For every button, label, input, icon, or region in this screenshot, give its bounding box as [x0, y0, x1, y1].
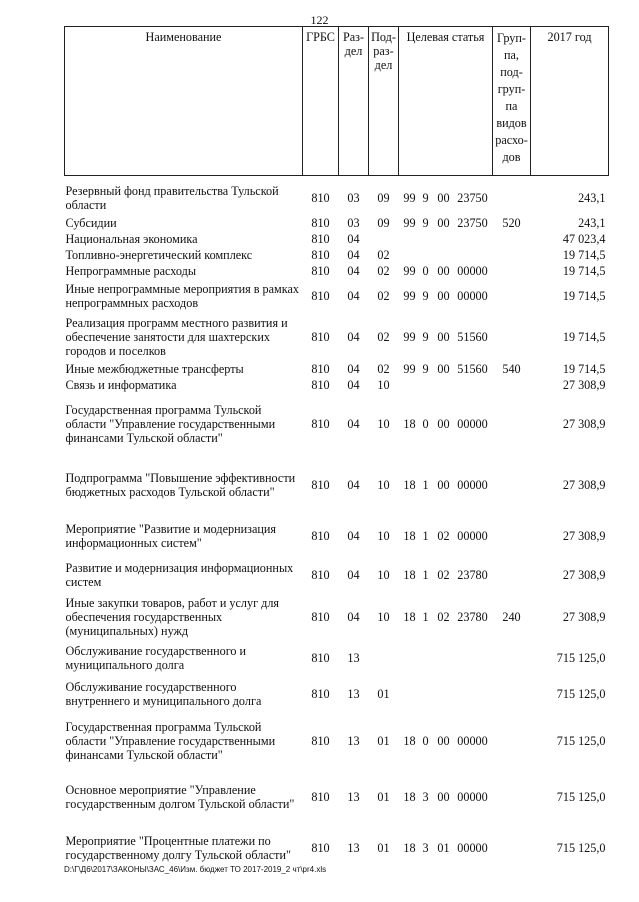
target-part-1: 18	[403, 416, 416, 431]
row-amount: 19 714,5	[562, 263, 606, 278]
page-number: 122	[310, 13, 329, 27]
row-amount: 27 308,9	[562, 528, 606, 543]
row-vid	[493, 769, 531, 825]
row-podrazdel: 10	[377, 609, 390, 624]
header-amount	[531, 27, 609, 176]
row-name: Реализация программ местного развития и обеспечение занятости для шахтерских городов и поселков	[65, 315, 288, 358]
target-part-3: 01	[437, 840, 450, 855]
row-razdel: 04	[347, 567, 360, 582]
target-part-3: 00	[437, 263, 450, 278]
header-razdel	[339, 27, 369, 176]
row-target	[399, 393, 493, 455]
target-part-1: 18	[403, 477, 416, 492]
target-part-2: 0	[422, 733, 429, 748]
row-amount: 715 125,0	[556, 733, 606, 748]
row-podrazdel: 10	[377, 377, 390, 392]
header-vid	[493, 27, 531, 176]
target-part-1: 18	[403, 528, 416, 543]
row-vid	[493, 675, 531, 713]
row-amount: 19 714,5	[562, 361, 606, 376]
row-podrazdel: 01	[377, 733, 390, 748]
table-row	[65, 361, 609, 377]
target-part-1: 99	[403, 263, 416, 278]
row-podrazdel: 01	[377, 840, 390, 855]
row-amount: 19 714,5	[562, 288, 606, 303]
row-amount: 715 125,0	[556, 789, 606, 804]
target-part-1: 99	[403, 215, 416, 230]
target-part-2: 9	[422, 329, 429, 344]
table-row	[65, 593, 609, 641]
row-vid: 540	[502, 361, 521, 376]
header-target-label: Целевая статья	[406, 30, 485, 44]
table-row	[65, 215, 609, 231]
row-grbs: 810	[311, 528, 330, 543]
row-vid	[493, 263, 531, 279]
row-grbs: 810	[311, 840, 330, 855]
row-amount: 27 308,9	[562, 477, 606, 492]
table-row	[65, 769, 609, 825]
target-part-3: 02	[437, 567, 450, 582]
row-razdel: 13	[347, 650, 360, 665]
row-grbs: 810	[311, 650, 330, 665]
row-target	[399, 181, 493, 215]
row-target	[399, 215, 493, 231]
row-amount: 715 125,0	[556, 840, 606, 855]
row-name: Основное мероприятие "Управление государственным долгом Тульской области"	[65, 782, 295, 811]
target-part-1: 18	[403, 789, 416, 804]
row-podrazdel: 02	[377, 329, 390, 344]
row-podrazdel: 02	[377, 263, 390, 278]
row-amount: 27 308,9	[562, 567, 606, 582]
row-amount: 19 714,5	[562, 247, 606, 262]
target-part-2: 9	[422, 190, 429, 205]
row-podrazdel	[369, 641, 399, 675]
row-grbs: 810	[311, 733, 330, 748]
target-part-2: 1	[422, 609, 429, 624]
target-part-2: 9	[422, 215, 429, 230]
target-part-1: 99	[403, 288, 416, 303]
row-vid	[493, 377, 531, 393]
row-grbs: 810	[311, 789, 330, 804]
table-row	[65, 675, 609, 713]
row-grbs: 810	[311, 361, 330, 376]
target-part-3: 00	[437, 789, 450, 804]
table-body	[65, 176, 609, 871]
row-name: Подпрограмма "Повышение эффективности бюджетных расходов Тульской области"	[65, 470, 296, 499]
row-target	[399, 557, 493, 593]
row-target	[399, 377, 493, 393]
row-target	[399, 825, 493, 871]
row-razdel: 04	[347, 247, 360, 262]
target-part-4: 00000	[457, 288, 488, 303]
row-name: Обслуживание государственного внутреннего и муниципального долга	[65, 679, 262, 708]
row-podrazdel: 01	[377, 789, 390, 804]
target-part-2: 0	[422, 416, 429, 431]
row-grbs: 810	[311, 215, 330, 230]
header-vid-label: Груп- па, под- груп- па видов расхо- дов	[495, 31, 528, 164]
target-part-4: 23780	[457, 567, 488, 582]
table-row	[65, 455, 609, 515]
row-razdel: 04	[347, 231, 360, 246]
row-razdel: 04	[347, 416, 360, 431]
row-razdel: 04	[347, 528, 360, 543]
row-podrazdel: 10	[377, 416, 390, 431]
row-razdel: 13	[347, 789, 360, 804]
row-razdel: 04	[347, 361, 360, 376]
row-name: Иные непрограммные мероприятия в рамках непрограммных расходов	[65, 281, 300, 310]
row-amount: 715 125,0	[556, 686, 606, 701]
target-part-2: 0	[422, 263, 429, 278]
target-part-4: 00000	[457, 263, 488, 278]
row-amount: 715 125,0	[556, 650, 606, 665]
row-vid	[493, 231, 531, 247]
header-amount-label: 2017 год	[547, 30, 592, 44]
target-part-2: 1	[422, 477, 429, 492]
target-part-4: 23780	[457, 609, 488, 624]
target-part-4: 00000	[457, 416, 488, 431]
target-part-3: 00	[437, 416, 450, 431]
target-part-2: 3	[422, 840, 429, 855]
row-razdel: 13	[347, 686, 360, 701]
row-grbs: 810	[311, 329, 330, 344]
target-part-2: 9	[422, 288, 429, 303]
header-name-label: Наименование	[145, 30, 222, 44]
target-part-3: 00	[437, 361, 450, 376]
target-part-1: 18	[403, 733, 416, 748]
row-target	[399, 361, 493, 377]
row-razdel: 04	[347, 477, 360, 492]
target-part-2: 3	[422, 789, 429, 804]
target-part-3: 02	[437, 609, 450, 624]
row-target	[399, 455, 493, 515]
target-part-4: 00000	[457, 789, 488, 804]
table-row	[65, 515, 609, 557]
row-grbs: 810	[311, 686, 330, 701]
row-name: Национальная экономика	[65, 231, 198, 246]
row-name: Государственная программа Тульской области "Управление государственными финансами Тульской области"	[65, 719, 276, 762]
row-razdel: 04	[347, 329, 360, 344]
row-target	[399, 713, 493, 769]
row-vid	[493, 641, 531, 675]
row-podrazdel: 02	[377, 288, 390, 303]
row-name: Резервный фонд правительства Тульской области	[65, 183, 279, 212]
row-vid	[493, 455, 531, 515]
row-target	[399, 313, 493, 361]
table-header-row	[65, 27, 609, 176]
row-podrazdel	[369, 231, 399, 247]
budget-table	[64, 26, 609, 871]
table-row	[65, 247, 609, 263]
table-row	[65, 641, 609, 675]
row-vid	[493, 713, 531, 769]
row-vid	[493, 515, 531, 557]
row-vid	[493, 181, 531, 215]
row-target	[399, 675, 493, 713]
target-part-4: 00000	[457, 477, 488, 492]
row-vid	[493, 247, 531, 263]
header-target	[399, 27, 493, 176]
row-vid	[493, 825, 531, 871]
row-amount: 27 308,9	[562, 416, 606, 431]
file-path-footer: D:\Г\Д6\2017\ЗАКОНЫ\ЗАС_46\Изм. бюджет ТО 2017-2019_2 чт\pr4.xls	[64, 865, 327, 874]
row-razdel: 04	[347, 263, 360, 278]
target-part-2: 1	[422, 528, 429, 543]
target-part-3: 02	[437, 528, 450, 543]
row-target	[399, 515, 493, 557]
target-part-1: 18	[403, 567, 416, 582]
row-target	[399, 593, 493, 641]
row-podrazdel: 02	[377, 247, 390, 262]
row-vid	[493, 557, 531, 593]
row-vid	[493, 313, 531, 361]
row-podrazdel: 01	[377, 686, 390, 701]
row-target	[399, 279, 493, 313]
row-amount: 27 308,9	[562, 609, 606, 624]
row-amount: 47 023,4	[562, 231, 606, 246]
row-vid	[493, 393, 531, 455]
target-part-4: 51560	[457, 329, 488, 344]
target-part-1: 99	[403, 190, 416, 205]
row-amount: 27 308,9	[562, 377, 606, 392]
row-podrazdel: 09	[377, 215, 390, 230]
row-target	[399, 769, 493, 825]
row-razdel: 13	[347, 733, 360, 748]
row-amount: 243,1	[578, 215, 606, 230]
row-grbs: 810	[311, 477, 330, 492]
row-podrazdel: 10	[377, 477, 390, 492]
header-razdel-label: Раз- дел	[342, 30, 365, 58]
row-podrazdel: 09	[377, 190, 390, 205]
row-razdel: 03	[347, 190, 360, 205]
table-row	[65, 313, 609, 361]
row-grbs: 810	[311, 247, 330, 262]
row-razdel: 04	[347, 609, 360, 624]
row-vid: 240	[502, 609, 521, 624]
row-amount: 19 714,5	[562, 329, 606, 344]
row-podrazdel: 02	[377, 361, 390, 376]
row-target	[399, 247, 493, 263]
target-part-1: 99	[403, 361, 416, 376]
row-name: Обслуживание государственного и муниципального долга	[65, 643, 247, 672]
table-row	[65, 713, 609, 769]
row-grbs: 810	[311, 231, 330, 246]
row-name: Связь и информатика	[65, 377, 177, 392]
table-row	[65, 181, 609, 215]
row-amount: 243,1	[578, 190, 606, 205]
row-name: Мероприятие "Процентные платежи по государственному долгу Тульской области"	[65, 833, 291, 862]
row-name: Топливно-энергетический комплекс	[65, 247, 253, 262]
row-razdel: 04	[347, 377, 360, 392]
target-part-3: 00	[437, 215, 450, 230]
row-grbs: 810	[311, 190, 330, 205]
row-name: Государственная программа Тульской области "Управление государственными финансами Тульской области"	[65, 402, 276, 445]
target-part-2: 9	[422, 361, 429, 376]
header-podrazdel	[369, 27, 399, 176]
row-podrazdel: 10	[377, 567, 390, 582]
row-podrazdel: 10	[377, 528, 390, 543]
row-razdel: 13	[347, 840, 360, 855]
row-grbs: 810	[311, 609, 330, 624]
row-name: Мероприятие "Развитие и модернизация информационных систем"	[65, 521, 277, 550]
header-podrazdel-label: Под- раз- дел	[371, 30, 396, 72]
table-row	[65, 263, 609, 279]
row-razdel: 03	[347, 215, 360, 230]
target-part-1: 99	[403, 329, 416, 344]
target-part-2: 1	[422, 567, 429, 582]
target-part-1: 18	[403, 609, 416, 624]
row-vid	[493, 279, 531, 313]
target-part-3: 00	[437, 329, 450, 344]
row-grbs: 810	[311, 377, 330, 392]
target-part-4: 00000	[457, 528, 488, 543]
table-row	[65, 557, 609, 593]
target-part-4: 00000	[457, 840, 488, 855]
table-row	[65, 393, 609, 455]
row-vid: 520	[502, 215, 521, 230]
target-part-4: 00000	[457, 733, 488, 748]
row-target	[399, 641, 493, 675]
row-target	[399, 263, 493, 279]
row-name: Иные закупки товаров, работ и услуг для обеспечения государственных (муниципальных) нужд	[65, 595, 280, 638]
header-name	[65, 27, 303, 176]
target-part-4: 51560	[457, 361, 488, 376]
row-grbs: 810	[311, 567, 330, 582]
table-row	[65, 825, 609, 871]
row-grbs: 810	[311, 416, 330, 431]
target-part-3: 00	[437, 288, 450, 303]
row-target	[399, 231, 493, 247]
row-name: Субсидии	[65, 215, 117, 230]
row-grbs: 810	[311, 288, 330, 303]
row-grbs: 810	[311, 263, 330, 278]
table-row	[65, 231, 609, 247]
row-razdel: 04	[347, 288, 360, 303]
target-part-4: 23750	[457, 190, 488, 205]
target-part-4: 23750	[457, 215, 488, 230]
target-part-1: 18	[403, 840, 416, 855]
row-name: Иные межбюджетные трансферты	[65, 361, 244, 376]
target-part-3: 00	[437, 733, 450, 748]
target-part-3: 00	[437, 477, 450, 492]
table-row	[65, 377, 609, 393]
target-part-3: 00	[437, 190, 450, 205]
row-name: Развитие и модернизация информационных систем	[65, 560, 294, 589]
row-name: Непрограммные расходы	[65, 263, 197, 278]
header-grbs-label: ГРБС	[306, 30, 335, 44]
header-grbs	[303, 27, 339, 176]
table-row	[65, 279, 609, 313]
